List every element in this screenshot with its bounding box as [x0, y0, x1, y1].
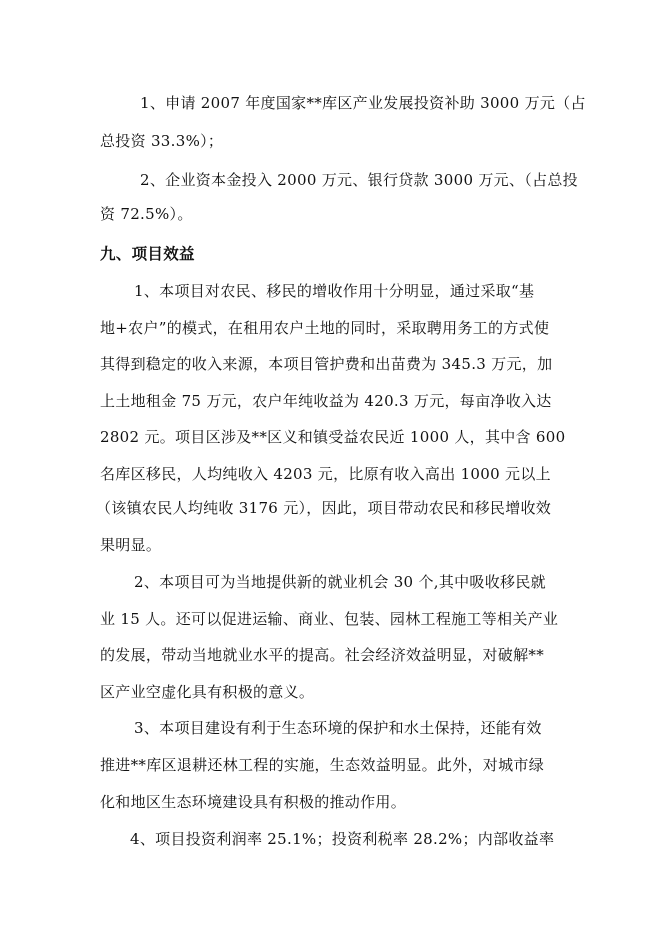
- funding-item-2-line-2: 资 72.5%）。: [100, 205, 193, 223]
- para2-line-1: 2、本项目可为当地提供新的就业机会 30 个,其中吸收移民就: [134, 573, 546, 591]
- para1-line-6: 名库区移民，人均纯收入 4203 元，比原有收入高出 1000 元以上: [100, 465, 551, 483]
- para1-line-5: 2802 元。项目区涉及**区义和镇受益农民近 1000 人，其中含 600: [100, 428, 566, 446]
- section-heading-project-benefits: 九、项目效益: [100, 245, 195, 263]
- para1-line-1: 1、本项目对农民、移民的增收作用十分明显，通过采取“基: [134, 282, 535, 300]
- para2-line-4: 区产业空虚化具有积极的意义。: [100, 683, 315, 701]
- para1-line-2: 地+农户”的模式，在租用农户土地的同时，采取聘用务工的方式使: [100, 319, 550, 337]
- para3-line-1: 3、本项目建设有利于生态环境的保护和水土保持，还能有效: [134, 719, 542, 737]
- para2-line-3: 的发展，带动当地就业水平的提高。社会经济效益明显，对破解**: [100, 646, 545, 664]
- funding-item-1-line-1: 1、申请 2007 年度国家**库区产业发展投资补助 3000 万元（占: [140, 94, 586, 112]
- funding-item-2-line-1: 2、企业资本金投入 2000 万元、银行贷款 3000 万元、（占总投: [140, 171, 578, 189]
- para3-line-3: 化和地区生态环境建设具有积极的推动作用。: [100, 793, 407, 811]
- para4-line-1: 4、项目投资利润率 25.1%；投资利税率 28.2%；内部收益率: [130, 830, 555, 848]
- para2-line-2: 业 15 人。还可以促进运输、商业、包装、园林工程施工等相关产业: [100, 610, 559, 628]
- para1-line-8: 果明显。: [100, 536, 162, 554]
- funding-item-1-line-2: 总投资 33.3%）；: [100, 132, 224, 150]
- para1-line-4: 上土地租金 75 万元，农户年纯收益为 420.3 万元，每亩净收入达: [100, 392, 552, 410]
- para1-line-7: （该镇农民人均纯收 3176 元），因此，项目带动农民和移民增收效: [96, 499, 552, 517]
- para3-line-2: 推进**库区退耕还林工程的实施，生态效益明显。此外，对城市绿: [100, 756, 545, 774]
- para1-line-3: 其得到稳定的收入来源，本项目管护费和出苗费为 345.3 万元，加: [100, 355, 553, 373]
